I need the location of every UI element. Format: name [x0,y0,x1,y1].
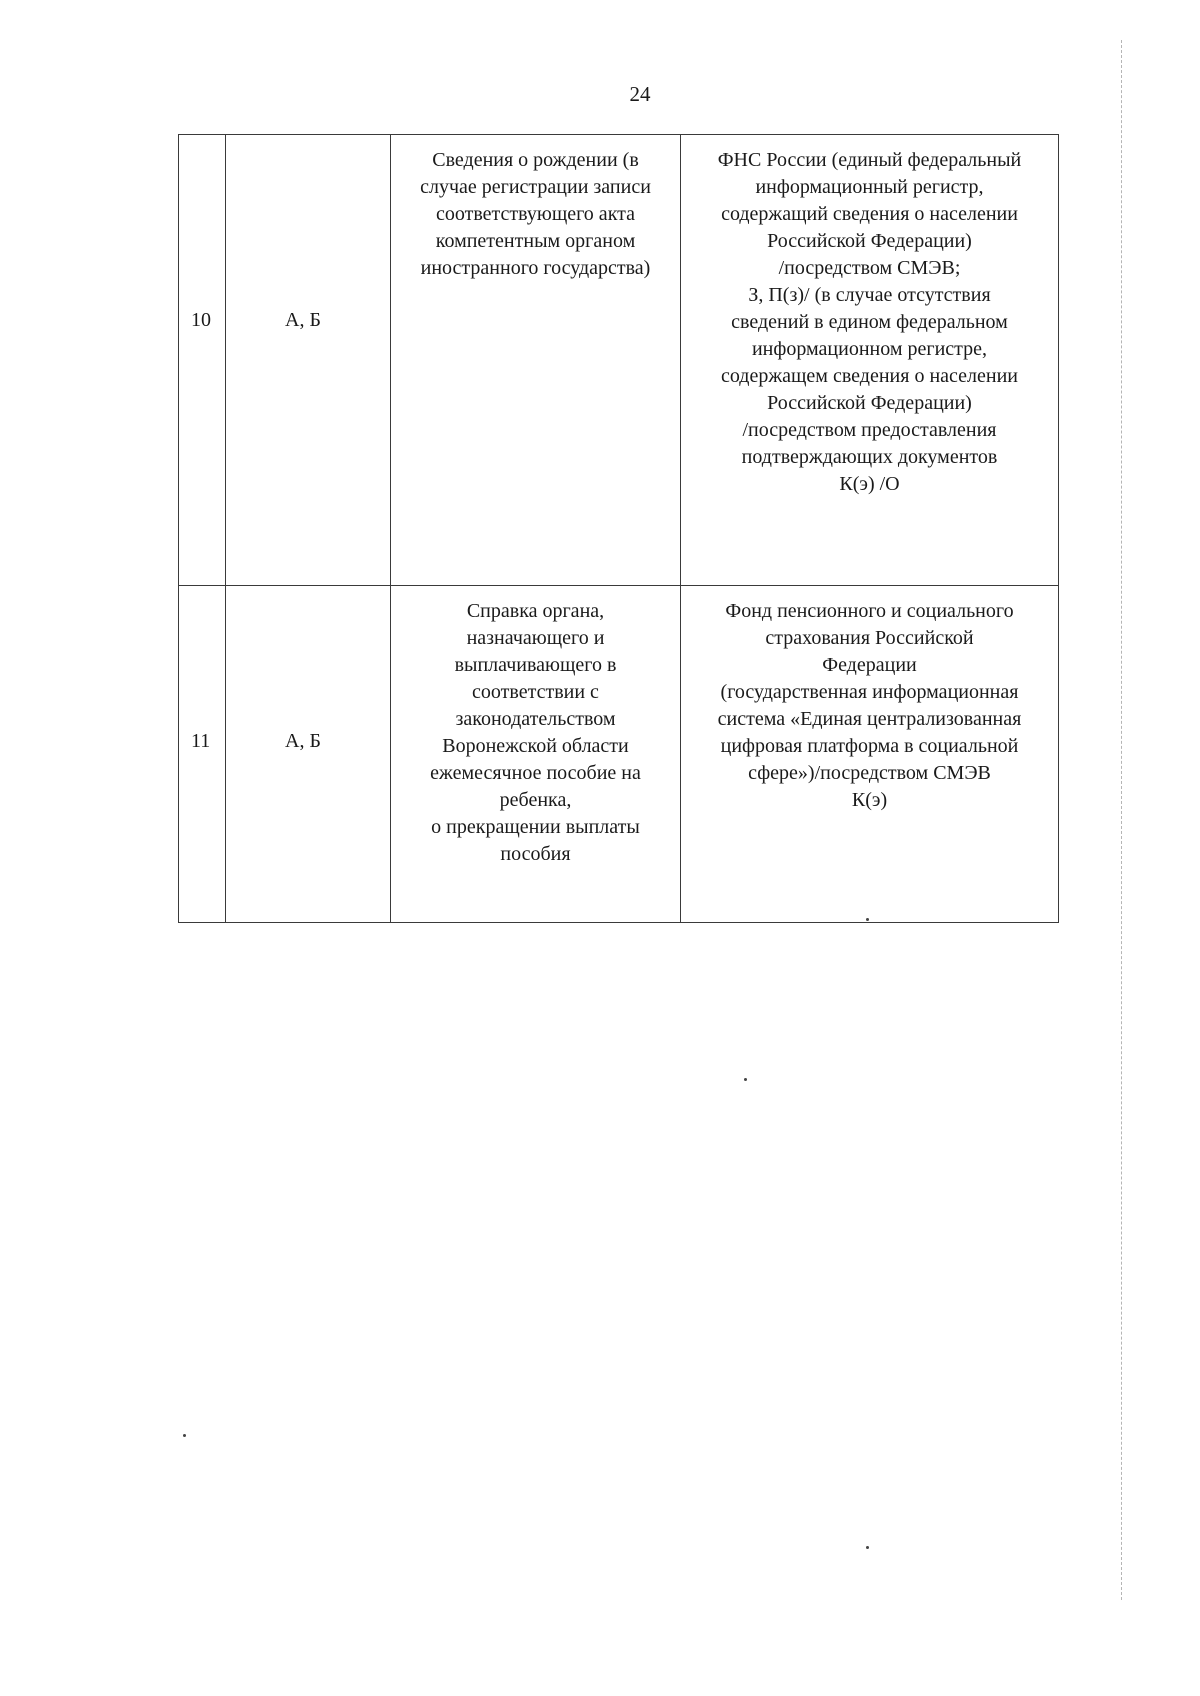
source-line: ФНС России (единый федеральный [717,149,1022,171]
document-line: иностранного государства) [420,257,651,279]
source-line: К(э) /О [839,473,900,495]
source-line: система «Единая централизованная [717,708,1022,730]
document-line: ежемесячное пособие на [430,762,641,784]
row-number-cell: 11 [179,586,226,923]
source-line: подтверждающих документов [741,446,998,468]
document-line: законодательством [455,708,616,730]
source-line: (государственная информационная [720,681,1019,703]
document-line: соответствующего акта [435,203,636,225]
source-line: Федерации [822,654,917,676]
document-line: о прекращении выплаты [431,816,640,838]
document-line: выплачивающего в [454,654,617,676]
source-line: цифровая платформа в социальной [720,735,1019,757]
source-line: З, П(з)/ (в случае отсутствия [748,284,991,306]
scan-speck [866,918,869,921]
document-line: Сведения о рождении (в [432,149,639,171]
scan-edge-line [1121,40,1123,1600]
source-line: Российской Федерации) [767,392,972,414]
source-line: Фонд пенсионного и социального [725,600,1014,622]
document-cell [391,135,681,586]
row-number-cell: 10 [179,135,226,586]
source-cell [681,586,1059,923]
source-line: Российской Федерации) [767,230,972,252]
source-line: /посредством предоставления [742,419,997,441]
table-row [179,586,1059,923]
scan-speck [744,1078,747,1081]
scan-speck [183,1434,186,1437]
category-cell: А, Б [226,586,391,923]
source-line: содержащем сведения о населении [720,365,1018,387]
source-line: К(э) [851,789,888,811]
document-line: пособия [500,843,571,865]
category-cell: А, Б [226,135,391,586]
source-line: информационный регистр, [755,176,984,198]
document-line: Справка органа, [466,600,605,622]
source-line: сведений в едином федеральном [731,311,1008,333]
table-row [179,135,1059,586]
scan-speck [866,1546,869,1549]
document-line: ребенка, [499,789,572,811]
services-table [178,134,1059,923]
source-line: /посредством СМЭВ; [778,257,961,279]
source-line: информационном регистре, [751,338,988,360]
document-line: назначающего и [466,627,605,649]
document-line: Воронежской области [442,735,629,757]
document-line: соответствии с [472,681,599,703]
source-line: содержащий сведения о населении [721,203,1018,225]
document-cell [391,586,681,923]
source-line: страхования Российской [765,627,974,649]
source-line: сфере»)/посредством СМЭВ [748,762,991,784]
document-line: случае регистрации записи [420,176,651,198]
page-number: 24 [629,82,651,106]
document-line: компетентным органом [435,230,636,252]
source-cell [681,135,1059,586]
